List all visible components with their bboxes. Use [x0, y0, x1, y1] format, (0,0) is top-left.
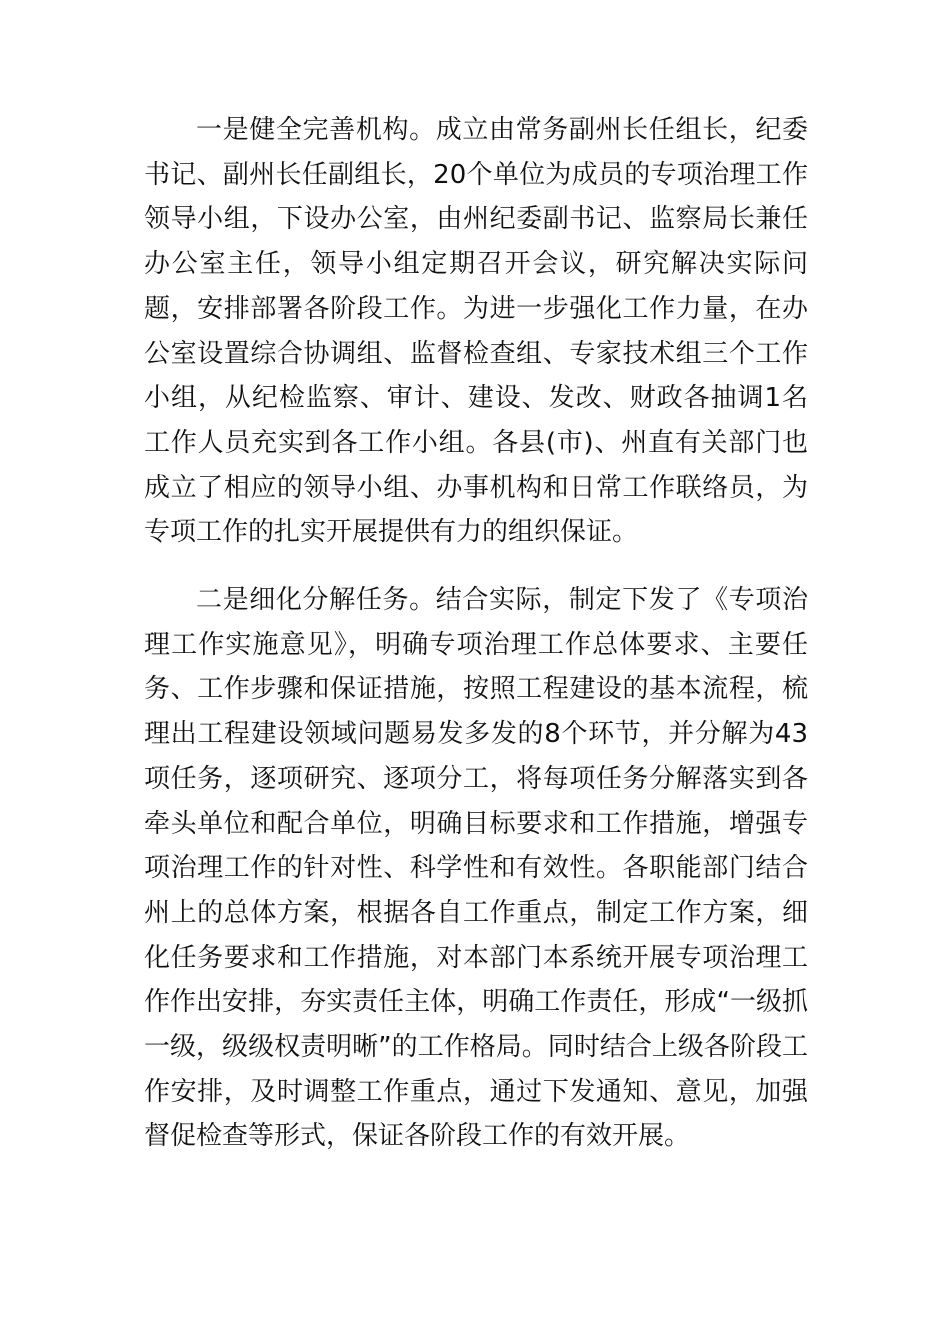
paragraph-2: 二是细化分解任务。结合实际，制定下发了《专项治理工作实施意见》，明确专项治理工作总体要求、主要任务、工作步骤和保证措施，按照工程建设的基本流程，梳理出工程建设领域问题易发多发的8个环节，并分解为43项任务，逐项研究、逐项分工，将每项任务分解落实到各牵头单位和配合单位，明确目标要求和工作措施，增强专项治理工作的针对性、科学性和有效性。各职能部门结合州上的总体方案，根据各自工作重点，制定工作方案，细化任务要求和工作措施，对本部门本系统开展专项治理工作作出安排，夯实责任主体，明确工作责任，形成“一级抓一级，级级权责明晰”的工作格局。同时结合上级各阶段工作安排，及时调整工作重点，通过下发通知、意见，加强督促检查等形式，保证各阶段工作的有效开展。 — [144, 585, 808, 1152]
paragraph-1: 一是健全完善机构。成立由常务副州长任组长，纪委书记、副州长任副组长，20个单位为成员的专项治理工作领导小组，下设办公室，由州纪委副书记、监察局长兼任办公室主任，领导小组定期召开会议，研究解决实际问题，安排部署各阶段工作。为进一步强化工作力量，在办公室设置综合协调组、监督检查组、专家技术组三个工作小组，从纪检监察、审计、建设、发改、财政各抽调1名工作人员充实到各工作小组。各县(市)、州直有关部门也成立了相应的领导小组、办事机构和日常工作联络员，为专项工作的扎实开展提供有力的组织保证。 — [144, 115, 808, 548]
document-body — [144, 108, 808, 1159]
